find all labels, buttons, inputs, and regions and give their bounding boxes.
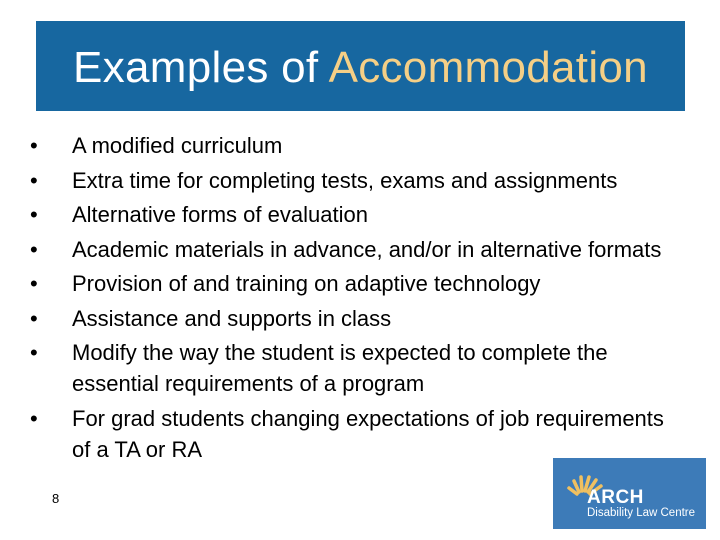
bullet-text: Provision of and training on adaptive technology: [72, 271, 541, 296]
bullet-marker: •: [30, 305, 38, 331]
bullet-list: [30, 130, 680, 468]
title-accent: Accommodation: [328, 43, 648, 92]
bullet-item: [30, 268, 680, 299]
bullet-marker: •: [30, 167, 38, 193]
bullet-item: [30, 199, 680, 230]
page-number: 8: [52, 491, 60, 506]
title-bar: [36, 21, 685, 111]
bullet-marker: •: [30, 271, 38, 296]
bullet-text: Extra time for completing tests, exams and assignments: [72, 167, 618, 193]
bullet-item: [30, 337, 680, 399]
bullet-item: [30, 130, 680, 161]
bullet-text: Academic materials in advance, and/or in alternative formats: [72, 236, 662, 262]
bullet-text: A modified curriculum: [72, 133, 283, 158]
bullet-text: Alternative forms of evaluation: [72, 202, 368, 227]
bullet-marker: •: [30, 236, 38, 262]
arch-logo: [553, 458, 706, 529]
bullet-marker: •: [30, 340, 38, 365]
slide-title: [73, 39, 648, 93]
bullet-text: For grad students changing expectations of job requirements of a TA or RA: [72, 405, 664, 462]
title-main: Examples of: [73, 43, 329, 92]
bullet-marker: •: [30, 202, 38, 227]
bullet-item: [30, 234, 680, 265]
bullet-text: Assistance and supports in class: [72, 305, 392, 331]
bullet-item: [30, 165, 680, 196]
bullet-text: Modify the way the student is expected to complete the essential requirements of a program: [72, 340, 608, 396]
logo-name: ARCH: [587, 487, 644, 508]
bullet-marker: •: [30, 405, 38, 431]
bullet-item: [30, 403, 680, 465]
logo-subtitle: Disability Law Centre: [587, 507, 696, 519]
bullet-marker: •: [30, 133, 38, 158]
bullet-item: [30, 303, 680, 334]
